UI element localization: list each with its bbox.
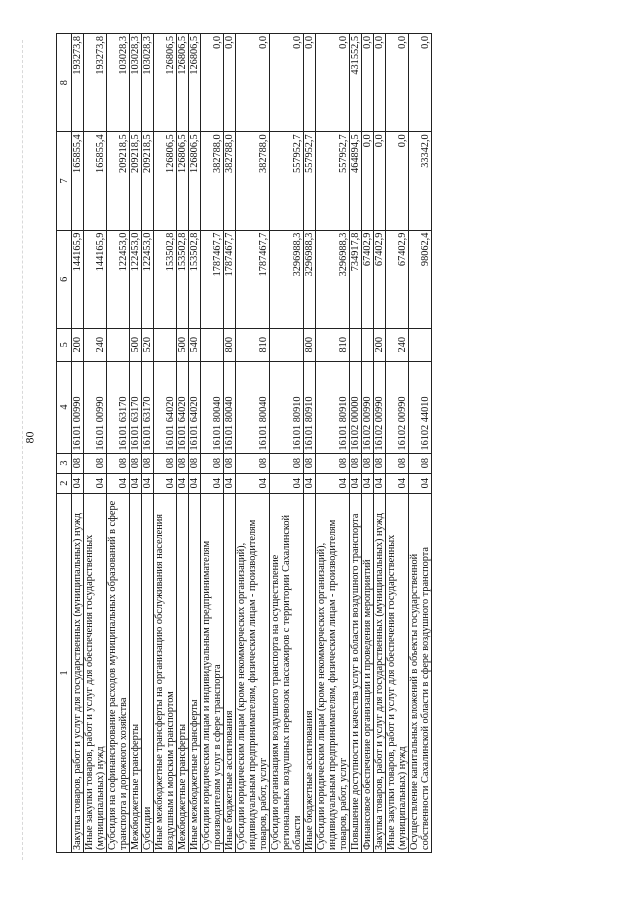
table-row bbox=[386, 34, 409, 853]
row-section: 04 bbox=[386, 473, 409, 493]
row-subsection: 08 bbox=[154, 453, 177, 473]
row-subsection: 08 bbox=[84, 453, 107, 473]
header-col-5: 5 bbox=[57, 328, 72, 361]
header-row bbox=[57, 34, 72, 853]
table-row bbox=[236, 34, 270, 853]
row-name: Закупка товаров, работ и услуг для государственных (муниципальных) нужд bbox=[72, 493, 84, 852]
row-name: Межбюджетные трансферты bbox=[177, 493, 189, 852]
row-subsection: 08 bbox=[350, 453, 362, 473]
row-amount-2: 209218,5 bbox=[107, 132, 130, 230]
row-name: Иные закупки товаров, работ и услуг для обеспечения государственных (муниципальных) нужд bbox=[84, 493, 107, 852]
row-amount-3: 193273,8 bbox=[84, 34, 107, 132]
row-amount-2: 209218,5 bbox=[142, 132, 154, 230]
row-target-code: 16102 44010 bbox=[409, 361, 432, 453]
scan-fold-line bbox=[22, 40, 24, 860]
row-amount-1: 3296988,3 bbox=[316, 230, 350, 328]
row-target-code: 16101 80910 bbox=[270, 361, 304, 453]
row-target-code: 16102 00990 bbox=[386, 361, 409, 453]
row-name: Финансовое обеспечение организации и проведения мероприятий bbox=[362, 493, 374, 852]
row-amount-3: 0,0 bbox=[201, 34, 224, 132]
row-name: Иные межбюджетные трансферты на организацию обслуживания населения воздушным и морским транспортом bbox=[154, 493, 177, 852]
row-amount-3: 103028,3 bbox=[107, 34, 130, 132]
row-amount-2: 33342,0 bbox=[409, 132, 432, 230]
header-col-7: 7 bbox=[57, 132, 72, 230]
row-amount-1: 153502,8 bbox=[154, 230, 177, 328]
row-amount-3: 103028,3 bbox=[142, 34, 154, 132]
row-amount-2: 165855,4 bbox=[84, 132, 107, 230]
row-subsection: 08 bbox=[142, 453, 154, 473]
row-amount-1: 1787467,7 bbox=[236, 230, 270, 328]
row-name: Иные закупки товаров, работ и услуг для обеспечения государственных (муниципальных) нужд bbox=[386, 493, 409, 852]
row-amount-3: 126806,5 bbox=[177, 34, 189, 132]
row-subsection: 08 bbox=[130, 453, 142, 473]
table-row bbox=[316, 34, 350, 853]
row-target-code: 16101 63170 bbox=[142, 361, 154, 453]
row-expense-type bbox=[350, 328, 362, 361]
row-target-code: 16101 64020 bbox=[177, 361, 189, 453]
row-section: 04 bbox=[130, 473, 142, 493]
row-amount-3: 0,0 bbox=[374, 34, 386, 132]
row-section: 04 bbox=[409, 473, 432, 493]
row-target-code: 16101 63170 bbox=[130, 361, 142, 453]
row-amount-2: 557952,7 bbox=[304, 132, 316, 230]
row-subsection: 08 bbox=[224, 453, 236, 473]
row-section: 04 bbox=[177, 473, 189, 493]
row-expense-type: 800 bbox=[224, 328, 236, 361]
row-name: Закупка товаров, работ и услуг для государственных (муниципальных) нужд bbox=[374, 493, 386, 852]
row-expense-type bbox=[270, 328, 304, 361]
row-name: Субсидии bbox=[142, 493, 154, 852]
row-subsection: 08 bbox=[201, 453, 224, 473]
row-target-code: 16101 63170 bbox=[107, 361, 130, 453]
row-amount-3: 0,0 bbox=[224, 34, 236, 132]
row-section: 04 bbox=[189, 473, 201, 493]
row-subsection: 08 bbox=[189, 453, 201, 473]
row-amount-3: 0,0 bbox=[270, 34, 304, 132]
row-section: 04 bbox=[72, 473, 84, 493]
row-target-code: 16102 00990 bbox=[374, 361, 386, 453]
row-amount-1: 67402,9 bbox=[374, 230, 386, 328]
row-target-code: 16101 64020 bbox=[189, 361, 201, 453]
row-amount-3: 431552,5 bbox=[350, 34, 362, 132]
row-target-code: 16101 00990 bbox=[84, 361, 107, 453]
row-expense-type: 240 bbox=[386, 328, 409, 361]
table-row bbox=[154, 34, 177, 853]
row-amount-1: 98062,4 bbox=[409, 230, 432, 328]
row-section: 04 bbox=[350, 473, 362, 493]
row-amount-2: 0,0 bbox=[386, 132, 409, 230]
row-amount-1: 122453,0 bbox=[107, 230, 130, 328]
row-subsection: 08 bbox=[374, 453, 386, 473]
row-amount-3: 0,0 bbox=[386, 34, 409, 132]
row-subsection: 08 bbox=[409, 453, 432, 473]
row-amount-1: 3296988,3 bbox=[270, 230, 304, 328]
row-amount-3: 103028,3 bbox=[130, 34, 142, 132]
row-section: 04 bbox=[316, 473, 350, 493]
row-amount-1: 144165,9 bbox=[72, 230, 84, 328]
table-row bbox=[189, 34, 201, 853]
row-expense-type bbox=[409, 328, 432, 361]
budget-table bbox=[56, 33, 432, 853]
row-subsection: 08 bbox=[386, 453, 409, 473]
row-amount-2: 382788,0 bbox=[236, 132, 270, 230]
row-section: 04 bbox=[270, 473, 304, 493]
row-amount-1: 3296988,3 bbox=[304, 230, 316, 328]
row-expense-type bbox=[107, 328, 130, 361]
row-subsection: 08 bbox=[304, 453, 316, 473]
row-section: 04 bbox=[84, 473, 107, 493]
header-col-8: 8 bbox=[57, 34, 72, 132]
row-name: Иные бюджетные ассигнования bbox=[304, 493, 316, 852]
header-col-6: 6 bbox=[57, 230, 72, 328]
row-expense-type: 800 bbox=[304, 328, 316, 361]
row-amount-1: 1787467,7 bbox=[224, 230, 236, 328]
row-name: Межбюджетные трансферты bbox=[130, 493, 142, 852]
table-header bbox=[57, 34, 72, 853]
row-subsection: 08 bbox=[72, 453, 84, 473]
row-amount-1: 67402,9 bbox=[386, 230, 409, 328]
row-amount-3: 0,0 bbox=[304, 34, 316, 132]
row-subsection: 08 bbox=[270, 453, 304, 473]
row-amount-1: 1787467,7 bbox=[201, 230, 224, 328]
row-amount-2: 557952,7 bbox=[270, 132, 304, 230]
row-expense-type: 500 bbox=[130, 328, 142, 361]
row-subsection: 08 bbox=[107, 453, 130, 473]
header-col-3: 3 bbox=[57, 453, 72, 473]
row-amount-1: 122453,0 bbox=[142, 230, 154, 328]
row-amount-1: 734917,8 bbox=[350, 230, 362, 328]
row-target-code: 16101 64020 bbox=[154, 361, 177, 453]
row-expense-type: 240 bbox=[84, 328, 107, 361]
row-amount-1: 122453,0 bbox=[130, 230, 142, 328]
row-target-code: 16101 80910 bbox=[304, 361, 316, 453]
row-amount-3: 0,0 bbox=[236, 34, 270, 132]
table-row bbox=[72, 34, 84, 853]
row-section: 04 bbox=[142, 473, 154, 493]
row-amount-2: 126806,5 bbox=[189, 132, 201, 230]
row-name: Субсидии организациям воздушного транспорта на осуществление региональных воздушных перевозок пассажиров с территории Сахалинской области bbox=[270, 493, 304, 852]
row-section: 04 bbox=[224, 473, 236, 493]
row-name: Иные бюджетные ассигнования bbox=[224, 493, 236, 852]
row-expense-type bbox=[201, 328, 224, 361]
row-section: 04 bbox=[374, 473, 386, 493]
table-row bbox=[362, 34, 374, 853]
row-amount-2: 209218,5 bbox=[130, 132, 142, 230]
row-section: 04 bbox=[236, 473, 270, 493]
row-section: 04 bbox=[154, 473, 177, 493]
row-expense-type: 810 bbox=[236, 328, 270, 361]
table-row bbox=[224, 34, 236, 853]
table-row bbox=[142, 34, 154, 853]
row-subsection: 08 bbox=[177, 453, 189, 473]
row-target-code: 16101 80040 bbox=[236, 361, 270, 453]
row-target-code: 16102 00990 bbox=[362, 361, 374, 453]
row-expense-type: 500 bbox=[177, 328, 189, 361]
row-amount-3: 0,0 bbox=[409, 34, 432, 132]
row-expense-type bbox=[154, 328, 177, 361]
row-amount-3: 193273,8 bbox=[72, 34, 84, 132]
row-amount-2: 382788,0 bbox=[201, 132, 224, 230]
row-expense-type: 200 bbox=[374, 328, 386, 361]
row-subsection: 08 bbox=[362, 453, 374, 473]
row-subsection: 08 bbox=[236, 453, 270, 473]
row-name: Повышение доступности и качества услуг в области воздушного транспорта bbox=[350, 493, 362, 852]
row-amount-1: 153502,8 bbox=[189, 230, 201, 328]
row-target-code: 16101 00990 bbox=[72, 361, 84, 453]
row-amount-3: 0,0 bbox=[316, 34, 350, 132]
row-amount-2: 0,0 bbox=[374, 132, 386, 230]
row-expense-type: 520 bbox=[142, 328, 154, 361]
table-row bbox=[304, 34, 316, 853]
table-row bbox=[177, 34, 189, 853]
row-name: Субсидии юридическим лицам (кроме некоммерческих организаций), индивидуальным предпринимателям, физическим лицам - производителям товаров, работ, услуг bbox=[316, 493, 350, 852]
row-amount-1: 153502,8 bbox=[177, 230, 189, 328]
table-row bbox=[409, 34, 432, 853]
row-amount-2: 126806,5 bbox=[154, 132, 177, 230]
table-body bbox=[72, 34, 432, 853]
row-name: Осуществление капитальных вложений в объекты государственной собственности Сахалинской области в сфере воздушного транспорта bbox=[409, 493, 432, 852]
row-section: 04 bbox=[107, 473, 130, 493]
row-amount-2: 382788,0 bbox=[224, 132, 236, 230]
row-name: Субсидия на софинансирование расходов муниципальных образований в сфере транспорта и дорожного хозяйства bbox=[107, 493, 130, 852]
row-target-code: 16102 00000 bbox=[350, 361, 362, 453]
row-expense-type bbox=[362, 328, 374, 361]
table-row bbox=[350, 34, 362, 853]
row-name: Субсидии юридическим лицам и индивидуальным предпринимателям производителям услуг в сфере транспорта bbox=[201, 493, 224, 852]
row-expense-type: 200 bbox=[72, 328, 84, 361]
row-section: 04 bbox=[201, 473, 224, 493]
row-target-code: 16101 80040 bbox=[224, 361, 236, 453]
row-amount-3: 126806,5 bbox=[154, 34, 177, 132]
row-amount-2: 464894,5 bbox=[350, 132, 362, 230]
row-section: 04 bbox=[362, 473, 374, 493]
row-section: 04 bbox=[304, 473, 316, 493]
page-number: 80 bbox=[22, 431, 37, 444]
row-amount-1: 144165,9 bbox=[84, 230, 107, 328]
header-col-4: 4 bbox=[57, 361, 72, 453]
table-row bbox=[130, 34, 142, 853]
row-expense-type: 540 bbox=[189, 328, 201, 361]
row-amount-3: 0,0 bbox=[362, 34, 374, 132]
row-target-code: 16101 80910 bbox=[316, 361, 350, 453]
row-amount-1: 67402,9 bbox=[362, 230, 374, 328]
table-row bbox=[84, 34, 107, 853]
row-amount-2: 0,0 bbox=[362, 132, 374, 230]
row-name: Иные межбюджетные трансферты bbox=[189, 493, 201, 852]
header-col-1: 1 bbox=[57, 493, 72, 852]
rotated-page bbox=[56, 33, 604, 853]
table-row bbox=[270, 34, 304, 853]
row-amount-3: 126806,5 bbox=[189, 34, 201, 132]
header-col-2: 2 bbox=[57, 473, 72, 493]
row-amount-2: 165855,4 bbox=[72, 132, 84, 230]
row-target-code: 16101 80040 bbox=[201, 361, 224, 453]
table-row bbox=[374, 34, 386, 853]
row-subsection: 08 bbox=[316, 453, 350, 473]
row-name: Субсидии юридическим лицам (кроме некоммерческих организаций), индивидуальным предпринимателям, физическим лицам - производителям товаров, работ, услуг bbox=[236, 493, 270, 852]
row-expense-type: 810 bbox=[316, 328, 350, 361]
table-row bbox=[107, 34, 130, 853]
row-amount-2: 557952,7 bbox=[316, 132, 350, 230]
row-amount-2: 126806,5 bbox=[177, 132, 189, 230]
table-row bbox=[201, 34, 224, 853]
